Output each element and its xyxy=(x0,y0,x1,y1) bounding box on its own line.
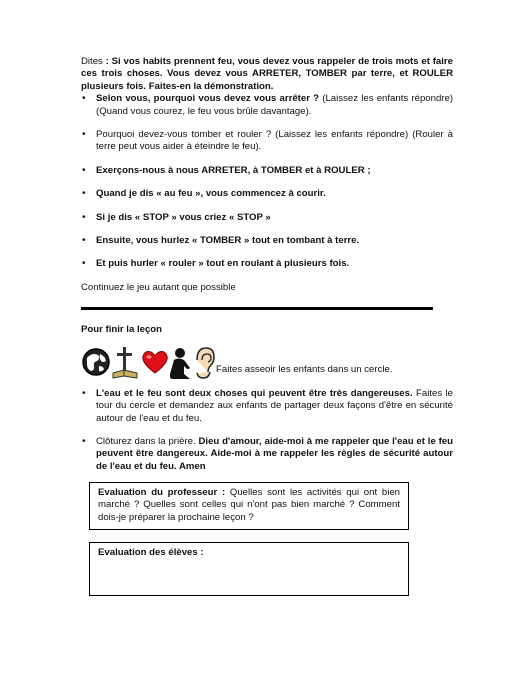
list-item: • Ensuite, vous hurlez « TOMBER » tout en tombant à terre. xyxy=(82,235,360,247)
list-item: • Pourquoi devez-vous tomber et rouler ? (Laissez les enfants répondre) (Rouler à terre peut vous aider à éteindre le feu). xyxy=(82,129,453,153)
section-divider xyxy=(81,307,433,310)
list-item: • Et puis hurler « rouler » tout en roulant à plusieurs fois. xyxy=(82,258,350,270)
continue-text: Continuez le jeu autant que possible xyxy=(81,281,236,293)
intro-instruction: Si vos habits prennent feu, vous devez vous rappeler de trois mots et faire ces trois choses. Vous devez vous ARRETER, TOMBER par terre, et ROULER plusieurs fois. Faites-en la démonstration. xyxy=(81,56,453,92)
icons-caption: Faites asseoir les enfants dans un cercle. xyxy=(216,363,393,375)
list-item: • Si je dis « STOP » vous criez « STOP » xyxy=(82,211,271,223)
intro-paragraph xyxy=(81,56,453,93)
teacher-evaluation-text: Evaluation du professeur : Quelles sont les activités qui ont bien marché ? Quelles sont celles qui n'ont pas bien marché ? Comment dois-je préparer la prochaine leçon ? xyxy=(98,487,400,523)
student-evaluation-box xyxy=(89,542,409,596)
list-item: • Exerçons-nous à nous ARRETER, à TOMBER et à ROULER ; xyxy=(82,164,371,176)
teacher-evaluation-box xyxy=(89,482,409,530)
globe-icon xyxy=(81,346,111,378)
praying-person-icon xyxy=(170,346,194,380)
bullet-icon: • xyxy=(82,211,86,223)
bullet-icon: • xyxy=(82,188,86,200)
heart-icon xyxy=(141,349,169,375)
activity-list xyxy=(81,93,453,271)
bullet-icon: • xyxy=(82,164,86,176)
list-item: • Quand je dis « au feu », vous commencez à courir. xyxy=(82,188,326,200)
intro-colon: : xyxy=(105,56,112,67)
bullet-icon: • xyxy=(82,235,86,247)
ear-icon xyxy=(195,346,215,380)
bullet-icon: • xyxy=(82,129,86,141)
icons-row xyxy=(81,346,453,380)
teacher-evaluation-label: Evaluation du professeur : xyxy=(98,487,226,498)
bullet-icon: • xyxy=(82,435,86,447)
list-item: • Selon vous, pourquoi vous devez vous arrêter ? (Laissez les enfants répondre) (Quand vous courez, le feu vous brûle davantage). xyxy=(82,93,454,117)
section-title: Pour finir la leçon xyxy=(81,324,163,336)
list-item: • L'eau et le feu sont deux choses qui peuvent être très dangereuses. Faites le tour du cercle et demandez aux enfants de partager deux façons d'être en sécurité autour de l'eau et du feu. xyxy=(82,387,453,424)
bullet-icon: • xyxy=(82,93,86,105)
list-item: • Clôturez dans la prière. Dieu d'amour, aide-moi à me rappeler que l'eau et le feu peuvent être dangereux. Aide-moi à me rappeler les règles de sécurité autour de l'eau et du feu. Amen xyxy=(82,435,453,472)
bullet-icon: • xyxy=(82,387,86,399)
cross-bible-icon xyxy=(112,346,138,380)
student-evaluation-label: Evaluation des élèves : xyxy=(98,547,204,558)
bullet-icon: • xyxy=(82,258,86,270)
closing-list xyxy=(81,388,453,473)
intro-prefix: Dites xyxy=(81,56,106,67)
lesson-page xyxy=(81,56,454,558)
